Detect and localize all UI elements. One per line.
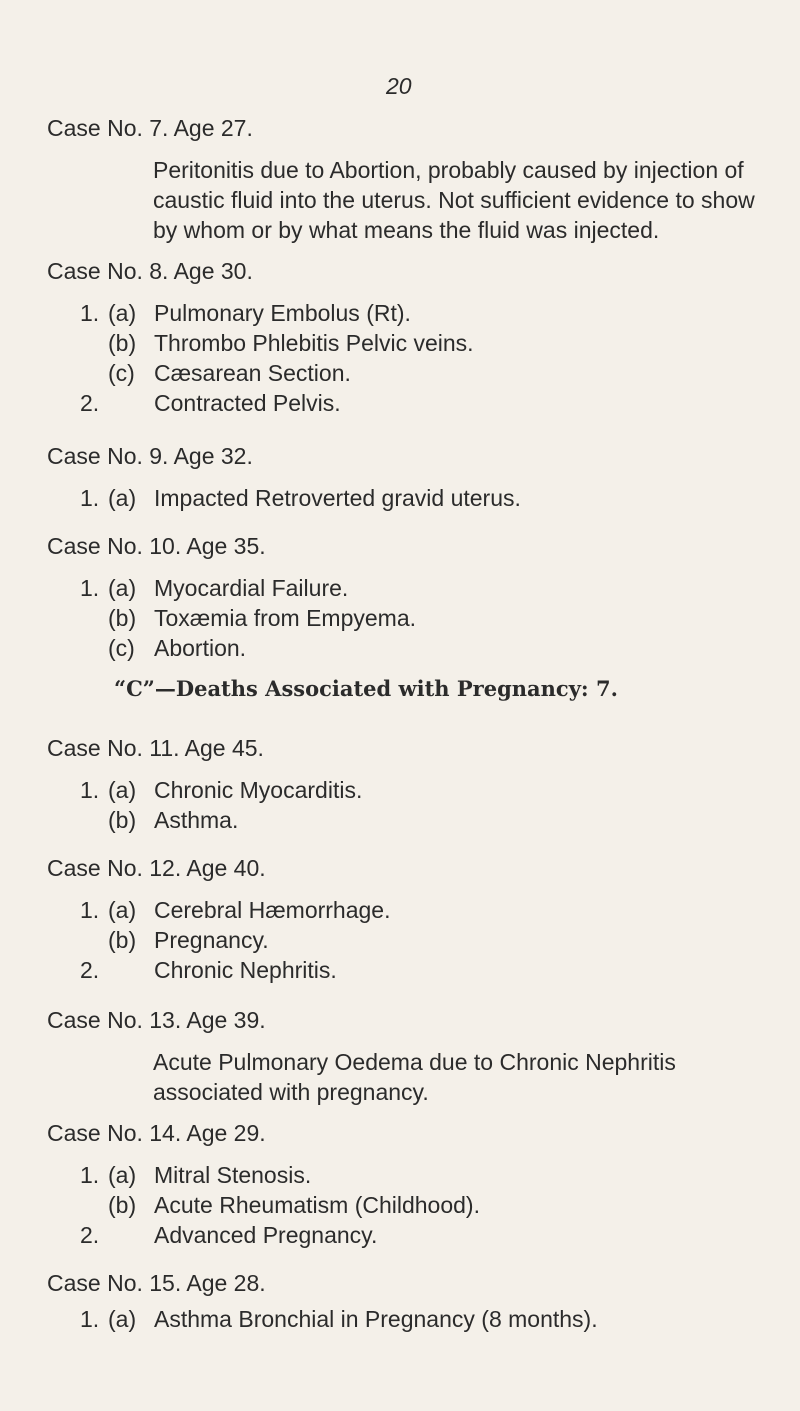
- cause-letter: (a): [108, 575, 137, 601]
- cause-letter: (b): [108, 1192, 137, 1218]
- case-title: Case No. 8. Age 30.: [47, 258, 253, 284]
- cause-text: Myocardial Failure.: [154, 575, 349, 601]
- cause-number: 1.: [80, 1306, 100, 1332]
- cause-number: 2.: [80, 1222, 100, 1248]
- cause-letter: (b): [108, 605, 137, 631]
- cause-letter: (a): [108, 1306, 137, 1332]
- case-description: Peritonitis due to Abortion, probably caused by injection of caustic fluid into the uterus. Not sufficient evidence to show by whom or by what means the fluid was injected.: [153, 157, 755, 243]
- case-title: Case No. 13. Age 39.: [47, 1007, 266, 1033]
- cause-line: [80, 1190, 767, 1220]
- cause-line: [80, 483, 767, 513]
- cause-text: Contracted Pelvis.: [154, 390, 341, 416]
- cause-line: [80, 298, 767, 328]
- case-11: [47, 733, 767, 835]
- cause-line: [80, 573, 767, 603]
- cause-letter: (c): [108, 635, 135, 661]
- cause-number: 2.: [80, 390, 100, 416]
- cause-line: [80, 603, 767, 633]
- case-8: [47, 256, 767, 418]
- cause-line: [80, 328, 767, 358]
- case-description: Acute Pulmonary Oedema due to Chronic Nephritis associated with pregnancy.: [153, 1049, 676, 1105]
- cause-text: Acute Rheumatism (Childhood).: [154, 1192, 480, 1218]
- case-title: Case No. 9. Age 32.: [47, 443, 253, 469]
- cause-number: 1.: [80, 485, 100, 511]
- case-title: Case No. 7. Age 27.: [47, 115, 253, 141]
- cause-line: [80, 895, 767, 925]
- case-14: [47, 1118, 767, 1250]
- case-title: Case No. 12. Age 40.: [47, 855, 266, 881]
- case-title: Case No. 10. Age 35.: [47, 533, 266, 559]
- cause-line: [80, 388, 767, 418]
- cause-letter: (c): [108, 360, 135, 386]
- section-heading: “C”—Deaths Associated with Pregnancy: 7.: [114, 676, 618, 701]
- cause-text: Chronic Myocarditis.: [154, 777, 363, 803]
- cause-text: Pulmonary Embolus (Rt).: [154, 300, 411, 326]
- cause-number: 1.: [80, 300, 100, 326]
- cause-text: Thrombo Phlebitis Pelvic veins.: [154, 330, 474, 356]
- cause-text: Cerebral Hæmorrhage.: [154, 897, 391, 923]
- cause-line: [80, 955, 767, 985]
- cause-letter: (b): [108, 330, 137, 356]
- cause-text: Cæsarean Section.: [154, 360, 351, 386]
- case-13: [47, 1005, 767, 1107]
- cause-line: [80, 1304, 767, 1334]
- cause-letter: (a): [108, 300, 137, 326]
- cause-text: Abortion.: [154, 635, 247, 661]
- cause-number: 1.: [80, 897, 100, 923]
- cause-text: Toxæmia from Empyema.: [154, 605, 417, 631]
- case-title: Case No. 15. Age 28.: [47, 1270, 266, 1296]
- case-7: [47, 113, 767, 245]
- cause-number: 2.: [80, 957, 100, 983]
- cause-number: 1.: [80, 777, 100, 803]
- cause-line: [80, 925, 767, 955]
- case-title: Case No. 14. Age 29.: [47, 1120, 266, 1146]
- cause-letter: (a): [108, 777, 137, 803]
- cause-letter: (b): [108, 927, 137, 953]
- case-15: [47, 1268, 767, 1334]
- cause-number: 1.: [80, 1162, 100, 1188]
- case-10: [47, 531, 767, 663]
- cause-letter: (a): [108, 1162, 137, 1188]
- cause-text: Pregnancy.: [154, 927, 269, 953]
- cause-text: Asthma Bronchial in Pregnancy (8 months).: [154, 1306, 598, 1332]
- cause-line: [80, 358, 767, 388]
- case-title: Case No. 11. Age 45.: [47, 735, 264, 761]
- cause-letter: (a): [108, 485, 137, 511]
- cause-line: [80, 1220, 767, 1250]
- cause-text: Asthma.: [154, 807, 239, 833]
- cause-text: Chronic Nephritis.: [154, 957, 337, 983]
- cause-line: [80, 775, 767, 805]
- case-12: [47, 853, 767, 985]
- case-9: [47, 441, 767, 513]
- cause-text: Impacted Retroverted gravid uterus.: [154, 485, 521, 511]
- cause-number: 1.: [80, 575, 100, 601]
- cause-text: Mitral Stenosis.: [154, 1162, 312, 1188]
- cause-text: Advanced Pregnancy.: [154, 1222, 378, 1248]
- cause-letter: (b): [108, 807, 137, 833]
- page-number: 20: [386, 73, 412, 99]
- cause-line: [80, 805, 767, 835]
- cause-line: [80, 633, 767, 663]
- cause-letter: (a): [108, 897, 137, 923]
- cause-line: [80, 1160, 767, 1190]
